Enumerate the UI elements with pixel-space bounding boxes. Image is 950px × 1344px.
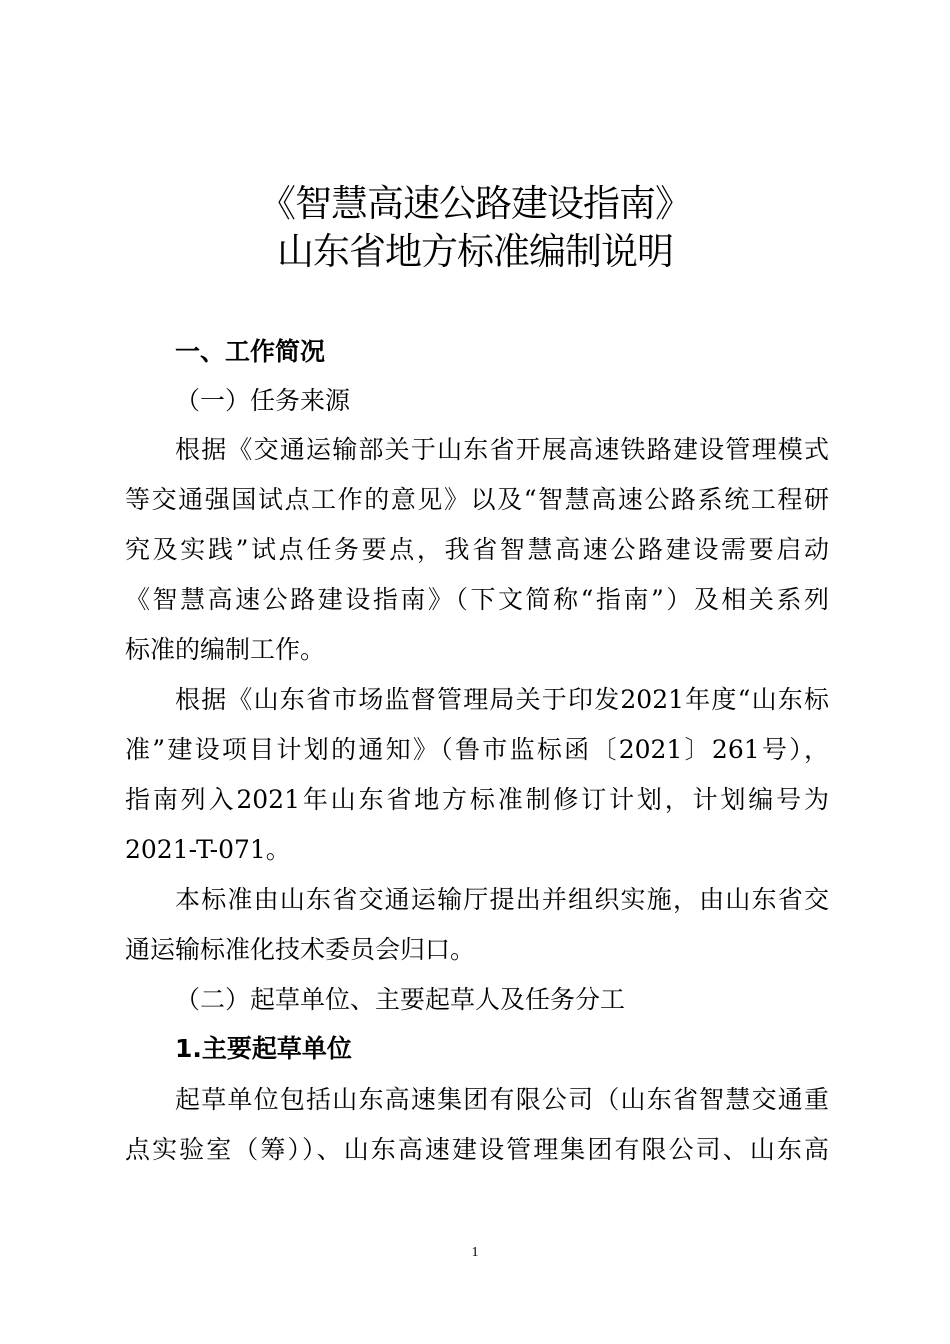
paragraph-line: 等交通强国试点工作的意见》以及“智慧高速公路系统工程研	[125, 485, 829, 514]
subsection-heading-task-source: （一）任务来源	[175, 386, 351, 415]
paragraph-line: 根据《交通运输部关于山东省开展高速铁路建设管理模式	[175, 435, 829, 464]
paragraph-line: 通运输标准化技术委员会归口。	[125, 935, 476, 964]
section-heading-work-overview: 一、工作简况	[175, 337, 326, 366]
paragraph-line: 点实验室（筹））、山东高速建设管理集团有限公司、山东高	[125, 1135, 829, 1164]
paragraph-line: 《智慧高速公路建设指南》（下文简称“指南”）及相关系列	[125, 585, 829, 614]
paragraph-line: 2021-T-071。	[125, 835, 291, 864]
subsection-heading-drafting-units: （二）起草单位、主要起草人及任务分工	[175, 985, 626, 1014]
item-heading-main-drafting-units: 1.主要起草单位	[175, 1034, 352, 1063]
paragraph-line: 根据《山东省市场监督管理局关于印发2021年度“山东标	[175, 685, 829, 714]
paragraph-line: 本标准由山东省交通运输厅提出并组织实施，由山东省交	[175, 885, 829, 914]
paragraph-line: 标准的编制工作。	[125, 635, 326, 664]
paragraph-line: 指南列入2021年山东省地方标准制修订计划，计划编号为	[125, 785, 829, 814]
paragraph-line: 起草单位包括山东高速集团有限公司（山东省智慧交通重	[175, 1085, 829, 1114]
paragraph-line: 准”建设项目计划的通知》（鲁市监标函〔2021〕261号），	[125, 735, 829, 764]
page-number: 1	[471, 1245, 479, 1260]
document-title-line-2: 山东省地方标准编制说明	[277, 230, 673, 273]
document-title-line-1: 《智慧高速公路建设指南》	[259, 182, 691, 225]
paragraph-line: 究及实践”试点任务要点，我省智慧高速公路建设需要启动	[125, 535, 829, 564]
